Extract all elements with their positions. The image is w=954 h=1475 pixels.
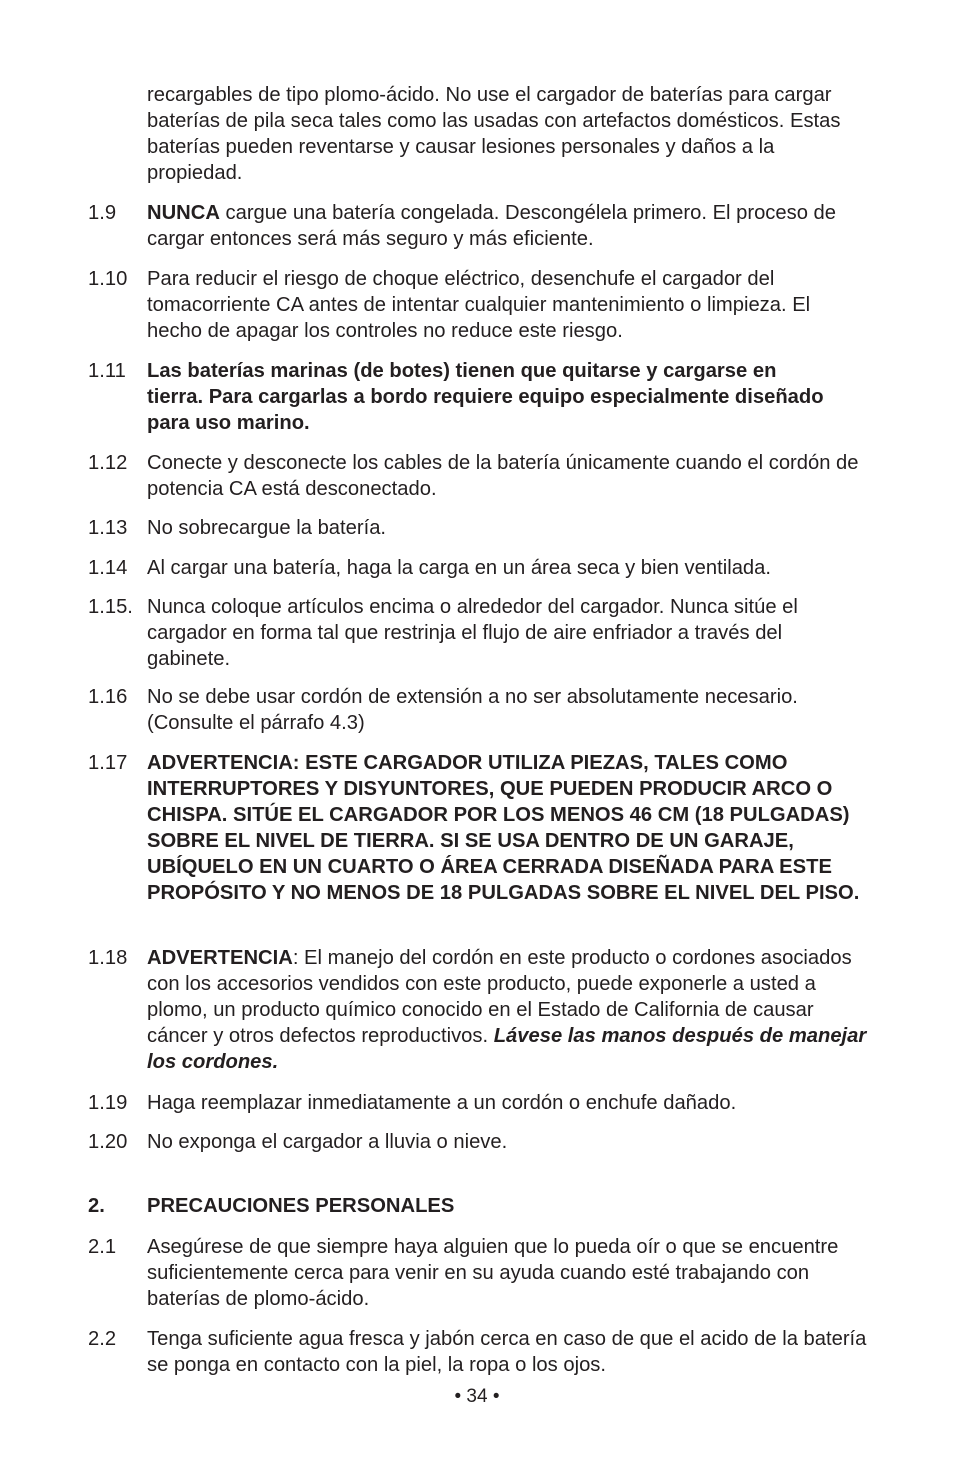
item-bold-italic-tail: Lávese las manos después de manejar los cordones. bbox=[147, 1025, 867, 1073]
item-text: Al cargar una batería, haga la carga en un área seca y bien ventilada. bbox=[147, 557, 771, 579]
item-text: Nunca coloque artículos encima o alrededor del cargador. Nunca sitúe el cargador en forma tal que restrinja el flujo de aire enfriador a través del gabinete. bbox=[147, 596, 798, 670]
item-text bbox=[147, 945, 869, 1075]
item-number: 1.17 bbox=[88, 752, 128, 774]
item-number: 1.10 bbox=[88, 268, 128, 290]
page-number: • 34 • bbox=[454, 1386, 500, 1407]
item-number: 1.14 bbox=[88, 557, 128, 579]
item-body: cargue una batería congelada. Descongélela primero. El proceso de cargar entonces será más seguro y más eficiente. bbox=[147, 202, 837, 250]
item-number: 1.20 bbox=[88, 1131, 128, 1153]
section-title: PRECAUCIONES PERSONALES bbox=[147, 1195, 455, 1217]
item-text: Tenga suficiente agua fresca y jabón cerca en caso de que el acido de la batería se ponga en contacto con la piel, la ropa o los ojos. bbox=[147, 1328, 867, 1376]
item-bold-lead: ADVERTENCIA bbox=[147, 947, 293, 969]
item-body: : El manejo del cordón en este producto o cordones asociados con los accesorios vendidos con este producto, puede exponerle a usted a plomo, un producto químico conocido en el Estado de California de causar cáncer y otros defectos reproductivos. bbox=[147, 947, 852, 1047]
item-text: No exponga el cargador a lluvia o nieve. bbox=[147, 1131, 508, 1153]
item-text: Asegúrese de que siempre haya alguien que lo pueda oír o que se encuentre suficientemente cerca para venir en su ayuda cuando esté trabajando con baterías de plomo-ácido. bbox=[147, 1236, 839, 1310]
item-number: 1.11 bbox=[88, 360, 126, 382]
item-text: Las baterías marinas (de botes) tienen que quitarse y cargarse en tierra. Para cargarlas a bordo requiere equipo especialmente diseñado para uso marino. bbox=[147, 360, 824, 434]
item-number: 1.18 bbox=[88, 947, 128, 969]
item-number: 1.15. bbox=[88, 596, 133, 618]
item-number: 2.1 bbox=[88, 1236, 117, 1258]
item-warning-text: ADVERTENCIA: ESTE CARGADOR UTILIZA PIEZAS, TALES COMO INTERRUPTORES Y DISYUNTORES, QUE PUEDEN PRODUCIR ARCO O CHISPA. SITÚE EL CARGADOR POR LOS MENOS 46 CM (18 PULGADAS) SOBRE EL NIVEL DE TIERRA. SI SE USA DENTRO DE UN GARAJE, UBÍQUELO EN UN CUARTO O ÁREA CERRADA DISEÑADA PARA ESTE PROPÓSITO Y NO MENOS DE 18 PULGADAS SOBRE EL NIVEL DEL PISO. bbox=[147, 752, 860, 904]
item-number: 1.13 bbox=[88, 517, 128, 539]
item-bold-lead: NUNCA bbox=[147, 202, 220, 224]
intro-paragraph: recargables de tipo plomo-ácido. No use el cargador de baterías para cargar baterías de pila seca tales como las usadas con artefactos domésticos. Estas baterías pueden reventarse y causar lesiones personales y daños a la propiedad. bbox=[147, 84, 841, 184]
item-text: No se debe usar cordón de extensión a no ser absolutamente necesario. (Consulte el párrafo 4.3) bbox=[147, 686, 798, 734]
item-number: 2.2 bbox=[88, 1328, 117, 1350]
item-number: 1.16 bbox=[88, 686, 128, 708]
item-text: No sobrecargue la batería. bbox=[147, 517, 387, 539]
item-text: Para reducir el riesgo de choque eléctrico, desenchufe el cargador del tomacorriente CA antes de intentar cualquier mantenimiento o limpieza. El hecho de apagar los controles no reduce este riesgo. bbox=[147, 268, 811, 342]
item-number: 1.12 bbox=[88, 452, 128, 474]
item-text: Conecte y desconecte los cables de la batería únicamente cuando el cordón de potencia CA está desconectado. bbox=[147, 452, 859, 500]
item-text: Haga reemplazar inmediatamente a un cordón o enchufe dañado. bbox=[147, 1092, 737, 1114]
item-number: 1.9 bbox=[88, 202, 117, 224]
item-text bbox=[147, 200, 869, 252]
item-number: 1.19 bbox=[88, 1092, 128, 1114]
section-number: 2. bbox=[88, 1195, 105, 1217]
